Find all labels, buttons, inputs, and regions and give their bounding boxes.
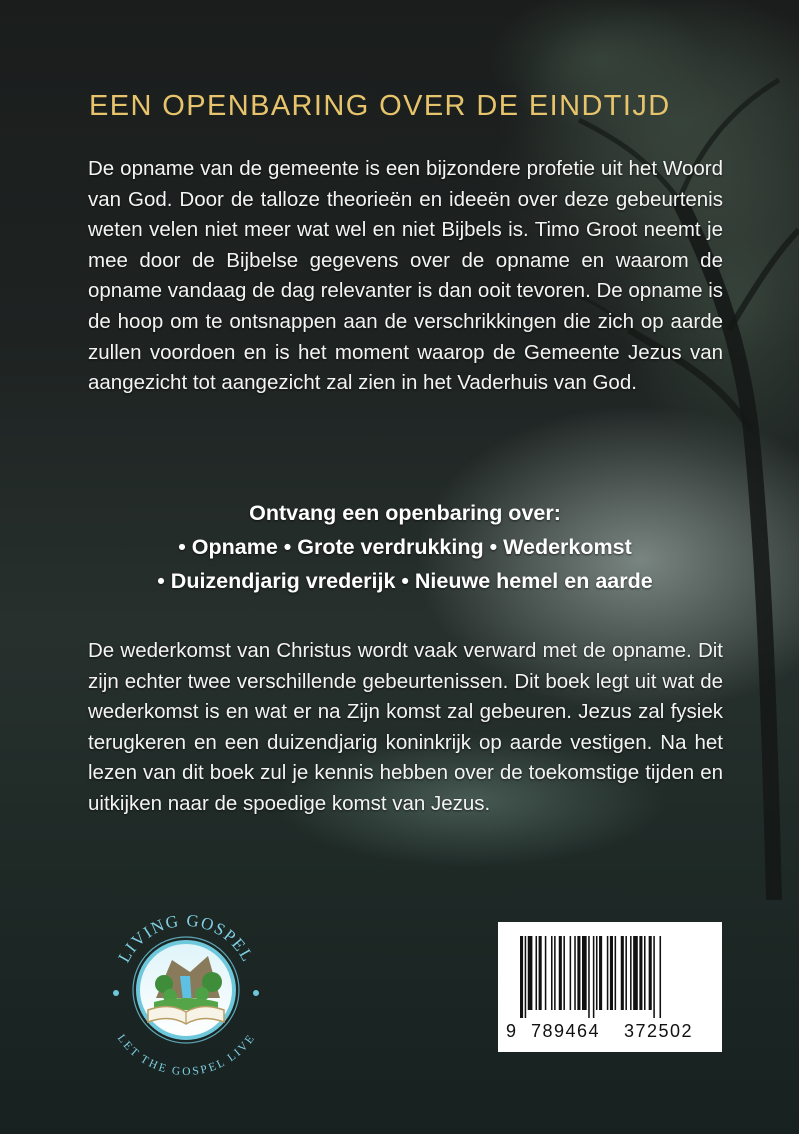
logo-top-text: LIVING GOSPEL	[114, 910, 258, 966]
description-paragraph-1: De opname van de gemeente is een bijzondere profetie uit het Woord van God. Door de talloze theorieën en ideeën over deze gebeurtenis weten velen niet meer wat wel en niet Bijbels is. Timo Groot neemt je mee door de Bijbelse gegevens over de opname en waarom de opname vandaag de dag relevanter is dan ooit tevoren. De opname is de hoop om te ontsnappen aan de verschrikkingen die zich op aarde zullen voordoen en is het moment waarop de Gemeente Jezus van aangezicht tot aangezicht zal zien in het Vaderhuis van God.	[88, 157, 723, 395]
logo-bottom-text: LET THE GOSPEL LIVE	[114, 1032, 258, 1079]
barcode-digits	[498, 1021, 722, 1045]
barcode-digits-left: 789464	[531, 1021, 601, 1041]
back-cover-heading: EEN OPENBARING OVER DE EINDTIJD	[89, 90, 671, 122]
isbn-barcode	[498, 922, 722, 1052]
barcode-bars	[498, 922, 722, 1022]
publisher-logo	[104, 898, 269, 1083]
barcode-digit-first: 9	[506, 1021, 517, 1041]
topics-block	[60, 496, 750, 598]
topics-intro: Ontvang een openbaring over:	[249, 501, 561, 525]
topics-line-1: • Opname • Grote verdrukking • Wederkomst	[178, 535, 632, 559]
topics-line-2: • Duizendjarig vrederijk • Nieuwe hemel en aarde	[157, 569, 653, 593]
description-paragraph-2: De wederkomst van Christus wordt vaak verward met de opname. Dit zijn echter twee verschillende gebeurtenissen. Dit boek legt uit wat de wederkomst is en wat er na Zijn komst zal gebeuren. Jezus zal fysiek terugkeren en een duizendjarig koninkrijk op aarde vestigen. Na het lezen van dit boek zul je kennis hebben over de toekomstige tijden en uitkijken naar de spoedige komst van Jezus.	[88, 639, 723, 815]
barcode-digits-right: 372502	[624, 1021, 694, 1041]
